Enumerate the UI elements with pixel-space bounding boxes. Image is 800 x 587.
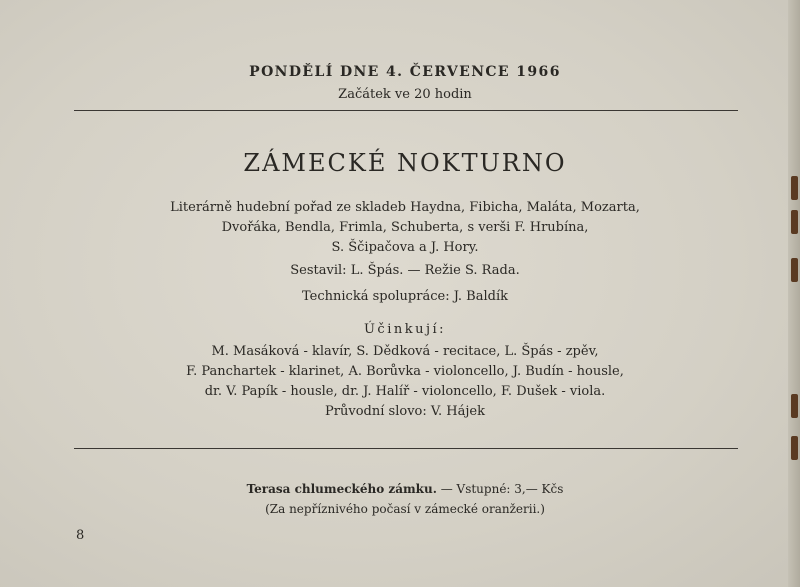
binding-stitch-mark (791, 436, 798, 460)
performers-heading: Účinkují: (363, 322, 447, 337)
admission-price: — Vstupné: 3,— Kčs (436, 482, 564, 496)
performers-list (70, 342, 740, 422)
performer-line: dr. V. Papík - housle, dr. J. Halíř - violoncello, F. Dušek - viola. (204, 384, 606, 399)
event-title: ZÁMECKÉ NOKTURNO (243, 149, 567, 177)
performer-line: M. Masáková - klavír, S. Dědková - recitace, L. Špás - zpěv, (211, 344, 599, 359)
top-divider (74, 110, 738, 111)
venue-place: Terasa chlumeckého zámku. (246, 482, 437, 496)
venue-info (70, 479, 740, 519)
description-line: Dvořáka, Bendla, Frimla, Schuberta, s verši F. Hrubína, (221, 220, 589, 235)
venue-line (70, 479, 740, 499)
description-line: Literárně hudební pořad ze skladeb Haydna, Fibicha, Maláta, Mozarta, (170, 200, 640, 215)
start-time: Začátek ve 20 hodin (338, 87, 472, 102)
performer-line: Průvodní slovo: V. Hájek (325, 404, 485, 419)
binding-stitch-mark (791, 394, 798, 418)
program-description (70, 198, 740, 258)
description-line: S. Ščipačova a J. Hory. (331, 240, 479, 255)
performer-line: F. Panchartek - klarinet, A. Borůvka - violoncello, J. Budín - housle, (186, 364, 624, 379)
rain-note: (Za nepříznivého počasí v zámecké oranžerii.) (265, 502, 545, 516)
binding-stitch-mark (791, 258, 798, 282)
credits-technical: Technická spolupráce: J. Baldík (302, 289, 508, 304)
page-number: 8 (76, 528, 85, 543)
event-date: PONDĚLÍ DNE 4. ČERVENCE 1966 (249, 64, 561, 80)
binding-stitch-mark (791, 176, 798, 200)
page-binding-edge (788, 0, 800, 587)
bottom-divider (74, 448, 738, 449)
credits-composed: Sestavil: L. Špás. — Režie S. Rada. (290, 263, 520, 278)
binding-stitch-mark (791, 210, 798, 234)
